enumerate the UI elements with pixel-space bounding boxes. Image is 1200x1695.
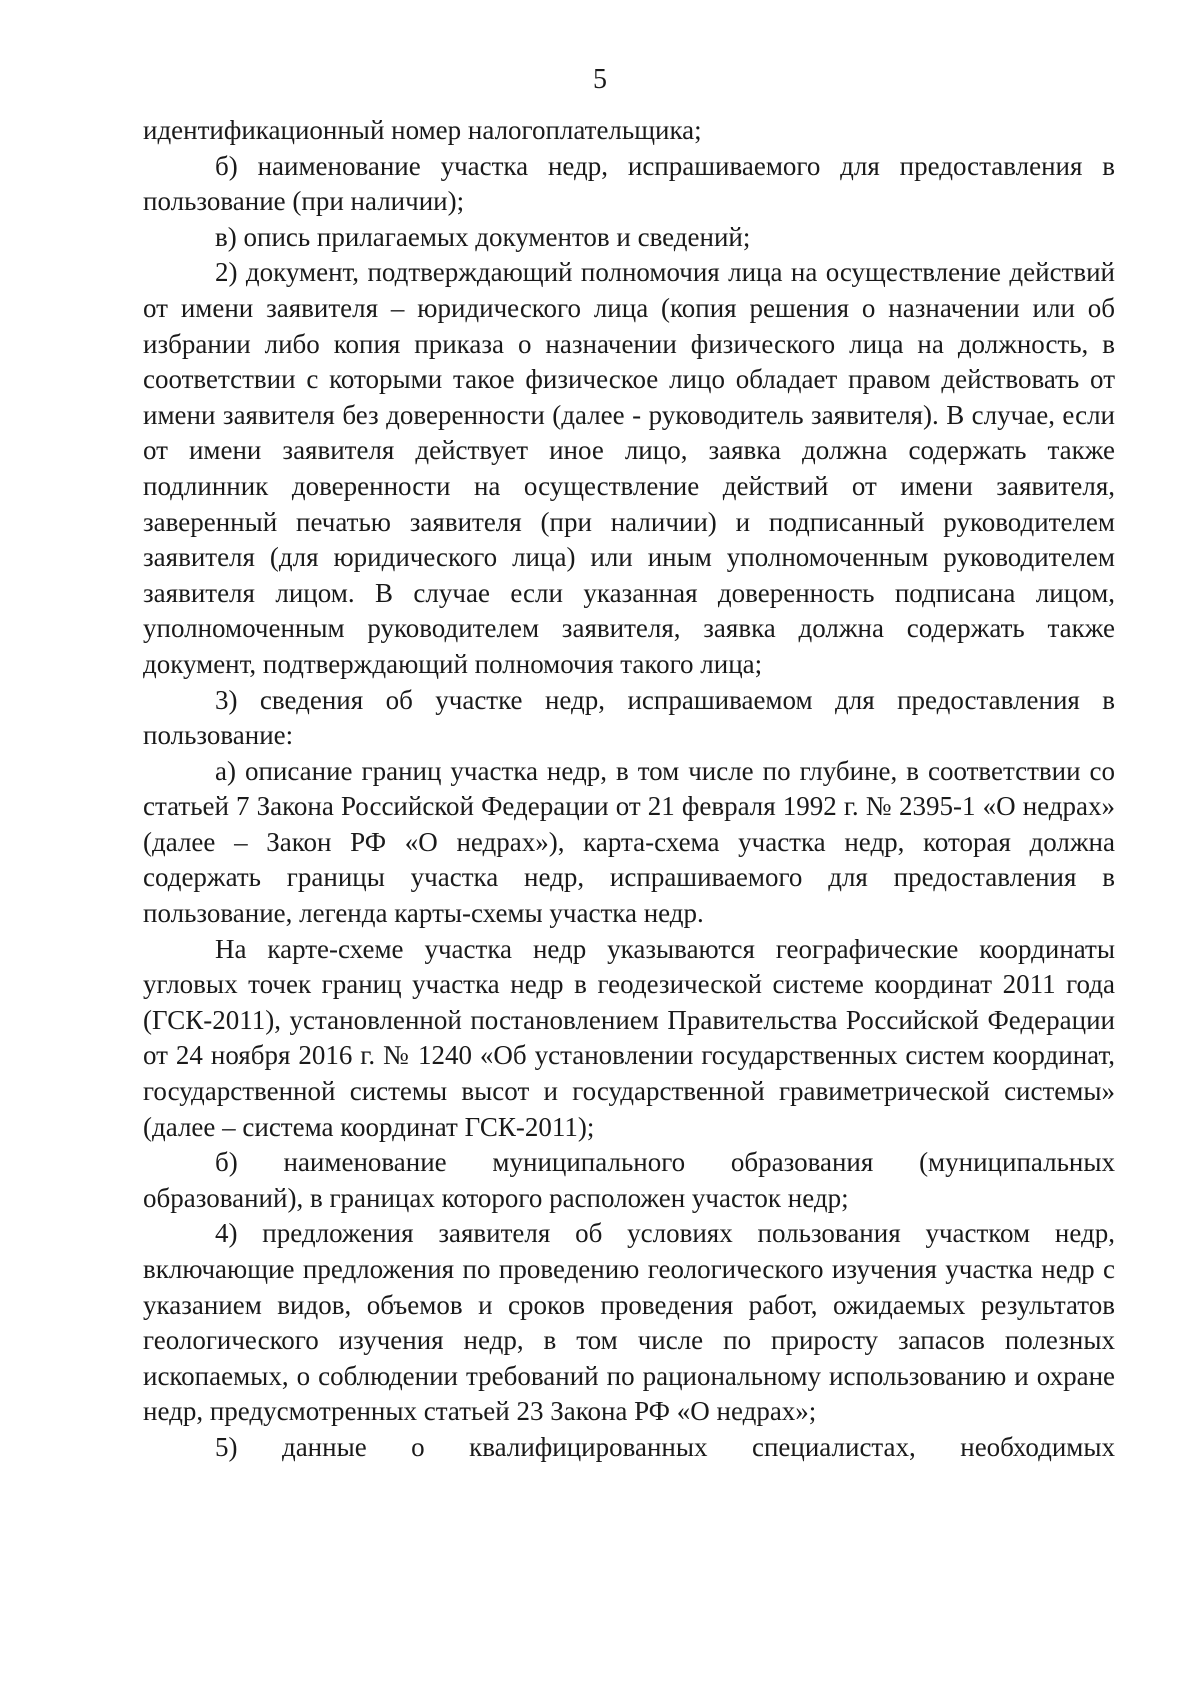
paragraph: 2) документ, подтверждающий полномочия лица на осуществление действий от имени заявителя – юридического лица (копия решения о назначении или об избрании либо копия приказа о назначении физического лица на должность, в соответствии с которыми такое физическое лицо обладает правом действовать от имени заявителя без доверенности (далее - руководитель заявителя). В случае, если от имени заявителя действует иное лицо, заявка должна содержать также подлинник доверенности на осуществление действий от имени заявителя, заверенный печатью заявителя (при наличии) и подписанный руководителем заявителя (для юридического лица) или иным уполномоченным руководителем заявителя лицом. В случае если указанная доверенность подписана лицом, уполномоченным руководителем заявителя, заявка должна содержать также документ, подтверждающий полномочия такого лица; [143, 257, 1115, 679]
paragraph: а) описание границ участка недр, в том числе по глубине, в соответствии со статьей 7 Закона Российской Федерации от 21 февраля 1992 г. № 2395-1 «О недрах» (далее – Закон РФ «О недрах»), карта-схема участка недр, которая должна содержать границы участка недр, испрашиваемого для предоставления в пользование, легенда карты-схемы участка недр. [143, 755, 1115, 929]
paragraph: в) опись прилагаемых документов и сведений; [215, 221, 751, 252]
paragraph: б) наименование участка недр, испрашиваемого для предоставления в пользование (при наличии); [143, 150, 1115, 217]
document-body [143, 113, 1115, 1466]
page-number: 5 [593, 64, 607, 95]
paragraph: б) наименование муниципального образования (муниципальных образований), в границах которого расположен участок недр; [143, 1147, 1115, 1213]
paragraph: 4) предложения заявителя об условиях пользования участком недр, включающие предложения по проведению геологического изучения участка недр с указанием видов, объемов и сроков проведения работ, ожидаемых результатов геологического изучения недр, в том числе по приросту запасов полезных ископаемых, о соблюдении требований по рациональному использованию и охране недр, предусмотренных статьей 23 Закона РФ «О недрах»; [143, 1218, 1115, 1427]
paragraph: 5) данные о квалифицированных специалистах, необходимых [215, 1431, 1115, 1462]
paragraph: идентификационный номер налогоплательщика; [143, 115, 702, 145]
paragraph: На карте-схеме участка недр указываются географические координаты угловых точек границ участка недр в геодезической системе координат 2011 года (ГСК-2011), установленной постановлением Правительства Российской Федерации от 24 ноября 2016 г. № 1240 «Об установлении государственных систем координат, государственной системы высот и государственной гравиметрической системы» (далее – система координат ГСК-2011); [143, 933, 1115, 1142]
paragraph: 3) сведения об участке недр, испрашиваемом для предоставления в пользование: [143, 684, 1115, 751]
